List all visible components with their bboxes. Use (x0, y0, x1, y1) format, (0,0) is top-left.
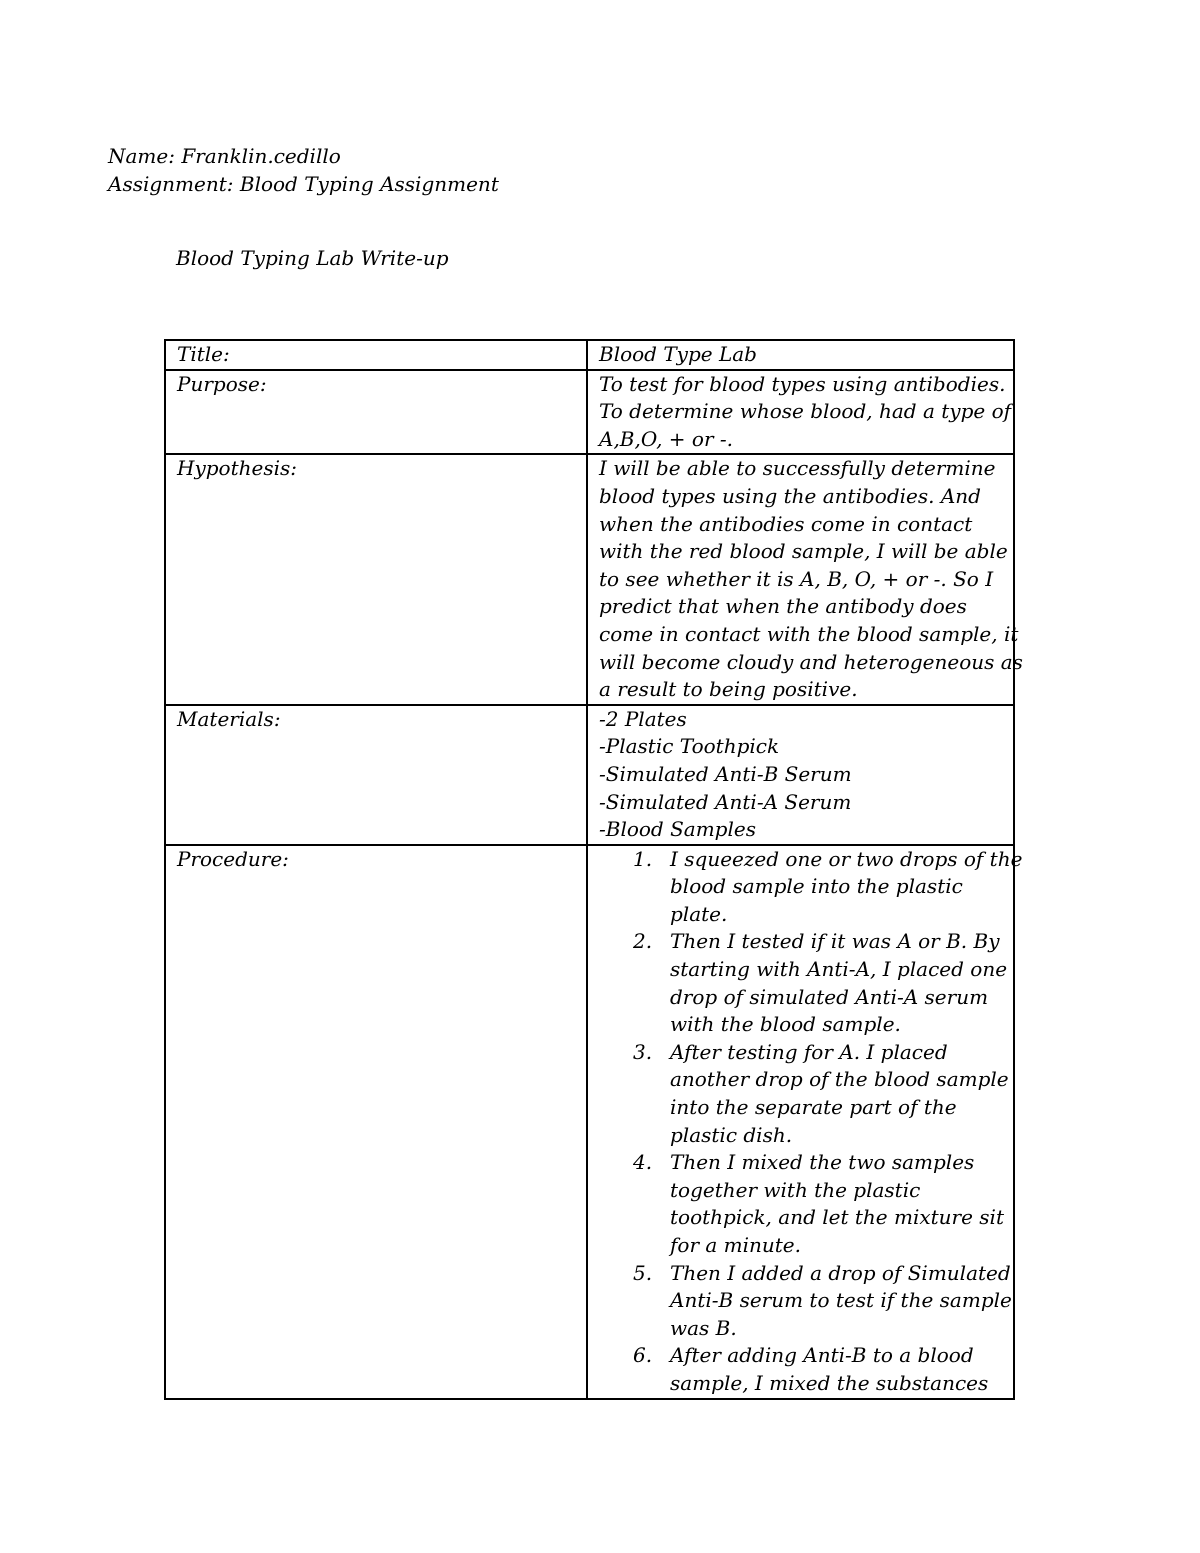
procedure-list (599, 846, 1023, 1398)
step-line: Then I tested if it was A or B. By (670, 929, 1000, 954)
step-line: After adding Anti-B to a blood (670, 1343, 974, 1368)
step-number: 3. (633, 1039, 653, 1064)
document-title: Blood Typing Lab Write-up (176, 246, 449, 270)
step-line: toothpick, and let the mixture sit (670, 1205, 1004, 1230)
hypothesis-line: predict that when the antibody does (599, 594, 967, 619)
title-value: Blood Type Lab (587, 340, 1014, 370)
step-number: 4. (633, 1150, 653, 1175)
step-line: blood sample into the plastic (670, 874, 963, 899)
step-number: 1. (633, 846, 653, 871)
step-number: 6. (633, 1343, 653, 1368)
table-row-title (165, 340, 1014, 370)
step-line: Then I mixed the two samples (670, 1150, 975, 1175)
materials-label: Materials: (165, 705, 587, 845)
step-line: was B. (670, 1315, 737, 1340)
assignment-line: Assignment: Blood Typing Assignment (108, 172, 499, 196)
materials-item: -Simulated Anti-B Serum (599, 761, 852, 786)
procedure-step (599, 928, 1008, 1038)
hypothesis-label: Hypothesis: (165, 454, 587, 704)
materials-item: -2 Plates (599, 706, 687, 731)
title-label: Title: (165, 340, 587, 370)
hypothesis-line: with the red blood sample, I will be able (599, 539, 1008, 564)
purpose-line: A,B,O, + or -. (599, 426, 733, 451)
step-line: together with the plastic (670, 1177, 921, 1202)
step-line: Then I added a drop of Simulated (670, 1260, 1011, 1285)
step-line: starting with Anti-A, I placed one (670, 957, 1008, 982)
step-line: sample, I mixed the substances (670, 1370, 989, 1395)
procedure-label: Procedure: (165, 845, 587, 1399)
table-row-materials (165, 705, 1014, 845)
purpose-line: To test for blood types using antibodies. (599, 371, 1006, 396)
hypothesis-line: come in contact with the blood sample, it (599, 621, 1019, 646)
procedure-step (599, 1260, 1012, 1343)
hypothesis-value (587, 454, 1023, 704)
step-line: I squeezed one or two drops of the (670, 846, 1023, 871)
step-line: drop of simulated Anti-A serum (670, 984, 989, 1009)
procedure-step (599, 846, 1023, 929)
step-line: plastic dish. (670, 1122, 793, 1147)
step-line: Anti-B serum to test if the sample (670, 1288, 1012, 1313)
hypothesis-line: blood types using the antibodies. And (599, 483, 981, 508)
step-line: for a minute. (670, 1233, 801, 1257)
hypothesis-line: a result to being positive. (599, 677, 858, 702)
materials-item: -Blood Samples (599, 817, 756, 842)
step-line: plate. (670, 901, 728, 926)
purpose-label: Purpose: (165, 370, 587, 455)
hypothesis-line: will become cloudy and heterogeneous as (599, 649, 1023, 674)
procedure-step (599, 1039, 1009, 1149)
materials-value (587, 705, 1014, 845)
purpose-value (587, 370, 1014, 455)
step-line: into the separate part of the (670, 1095, 957, 1120)
lab-table (164, 339, 1023, 1400)
purpose-line: To determine whose blood, had a type of (599, 399, 1012, 424)
step-number: 2. (633, 929, 653, 954)
table-row-procedure (165, 845, 1014, 1399)
procedure-value (587, 845, 1023, 1399)
step-line: After testing for A. I placed (670, 1039, 948, 1064)
step-line: with the blood sample. (670, 1012, 901, 1037)
materials-item: -Plastic Toothpick (599, 734, 780, 759)
hypothesis-line: I will be able to successfully determine (599, 456, 996, 481)
hypothesis-line: to see whether it is A, B, O, + or -. So I (599, 566, 994, 591)
step-line: another drop of the blood sample (670, 1067, 1009, 1092)
table-row-purpose (165, 370, 1014, 455)
hypothesis-line: when the antibodies come in contact (599, 511, 973, 536)
materials-item: -Simulated Anti-A Serum (599, 789, 852, 814)
name-line: Name: Franklin.cedillo (108, 144, 341, 168)
procedure-step (599, 1149, 1003, 1259)
table-row-hypothesis (165, 454, 1014, 704)
step-number: 5. (633, 1260, 653, 1285)
procedure-step (599, 1342, 1003, 1397)
